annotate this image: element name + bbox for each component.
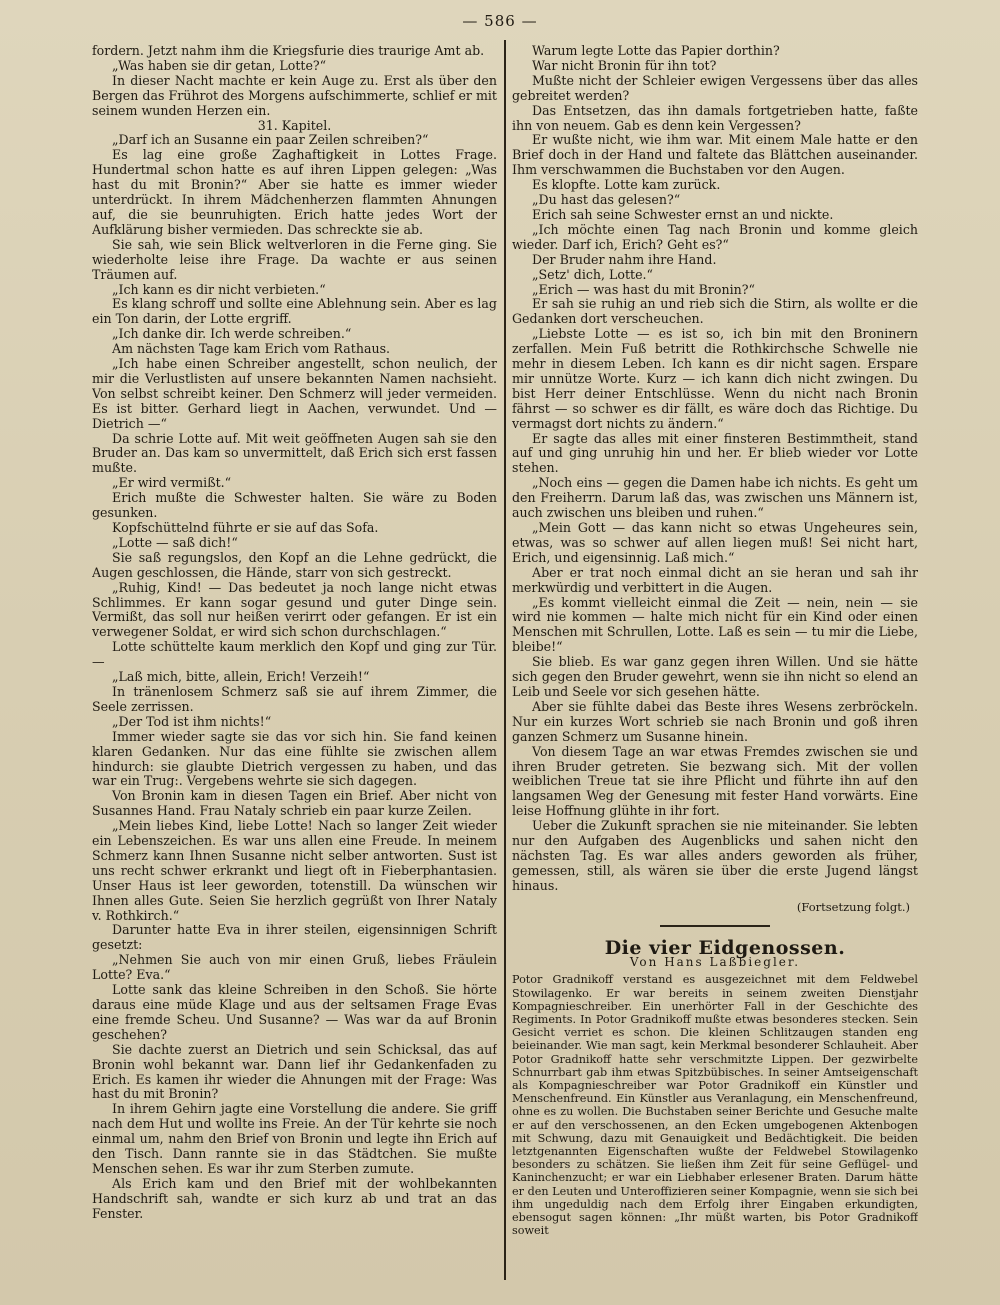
paragraph: „Es kommt vielleicht einmal die Zeit — nein, nein — sie wird nie kommen — halte mich nicht für ein Kind oder einen Menschen mit Schrullen, Lotte. Laß es sein — tu mir die Liebe, bleibe!“	[512, 594, 918, 655]
paragraph: Aber sie fühlte dabei das Beste ihres Wesens zerbröckeln. Nur ein kurzes Wort schrieb sie nach Bronin und goß ihren ganzen Schmerz um Susanne hinein.	[512, 698, 918, 744]
paragraph: „Was haben sie dir getan, Lotte?“	[112, 57, 327, 73]
paragraph: Als Erich kam und den Brief mit der wohlbekannten Handschrift sah, wandte er sich kurz ab und trat an das Fenster.	[92, 1175, 497, 1221]
paragraph: „Darf ich an Susanne ein paar Zeilen schreiben?“	[112, 132, 429, 148]
paragraph: „Setz' dich, Lotte.“	[532, 266, 653, 282]
novel-continuation	[512, 44, 918, 894]
chapter-heading: 31. Kapitel.	[257, 117, 332, 133]
paragraph: Mußte nicht der Schleier ewigen Vergessens über das alles gebreitet werden?	[512, 72, 918, 103]
paragraph: Von diesem Tage an war etwas Fremdes zwischen sie und ihren Bruder getreten. Sie bezwang sich. Mit der vollen weiblichen Treue tat sie ihre Pflicht und führte ihn auf den langsamen Weg der Genesung mit fester Hand vorwärts. Eine leise Hoffnung glühte in ihr fort.	[512, 743, 918, 819]
paragraph: Immer wieder sagte sie das vor sich hin. Sie fand keinen klaren Gedanken. Nur das eine fühlte sie zwischen allem hindurch: sie glaubte Dietrich vergessen zu haben, und das war ein Trug:. Vergebens wehrte sie sich dagegen.	[92, 728, 497, 789]
story-text: Potor Gradnikoff verstand es ausgezeichnet mit dem Feldwebel Stowilagenko. Er war bereits in seinem zweiten Dienstjahr Kompagnieschreiber. Ein unerhörter Fall in der Geschichte des Regiments. In Potor Gradnikoff mußte etwas besonderes stecken. Sein Gesicht verriet es schon. Die kleinen Schlitzaugen standen eng beieinander. Wie man sagt, kein Merkmal besonderer Schlauheit. Aber Potor Gradnikoff hatte sehr verschmitzte Lippen. Der gezwirbelte Schnurrbart gab ihm etwas Spitzbübisches. In seiner Amtseigenschaft als Kompagnieschreiber war Potor Gradnikoff ein Künstler und Menschenfreund. Ein Künstler aus Veranlagung, ein Menschenfreund, ohne es zu wollen. Die Buchstaben seiner Berichte und Gesuche malte er auf den verschossenen, an den Ecken umgebogenen Aktenbogen mit Schwung, dazu mit Genauigkeit und Bedächtigkeit. Die beiden letztgenannten Eigenschaften wußte der Feldwebel Stowilagenko besonders zu schätzen. Sie ließen ihm Zeit für seine Geflügel- und Kaninchenzucht; er war ein Liebhaber erlesener Braten. Darum hätte er den Leuten und Unteroffizieren seiner Kompagnie, wenn sie sich bei ihm ungeduldig nach dem Erfolg ihrer Eingaben erkundigten, ebensogut sagen können: „Ihr müßt warten, bis Potor Gradnikoff soweit	[512, 973, 918, 1238]
paragraph: Er sagte das alles mit einer finsteren Bestimmtheit, stand auf und ging unruhig hin und her. Er blieb wieder vor Lotte stehen.	[512, 430, 918, 476]
paragraph: Ueber die Zukunft sprachen sie nie miteinander. Sie lebten nur den Aufgaben des Augenblicks und sahen nicht den nächsten Tag. Es war alles anders geworden als früher, gemessen, still, als wären sie über die erste Jugend längst hinaus.	[512, 818, 918, 893]
paragraph: Das Entsetzen, das ihn damals fortgetrieben hatte, faßte ihn von neuem. Gab es denn kein Vergessen?	[512, 102, 918, 133]
story-byline: Von Hans Laßbiegler.	[629, 955, 801, 970]
right-column	[512, 44, 918, 1294]
paragraph: Es klopfte. Lotte kam zurück.	[532, 177, 721, 193]
continuation-note: (Fortsetzung folgt.)	[796, 899, 910, 914]
paragraph: „Nehmen Sie auch von mir einen Gruß, liebes Fräulein Lotte? Eva.“	[92, 952, 497, 983]
paragraph: „Erich — was hast du mit Bronin?“	[532, 281, 755, 297]
paragraph: War nicht Bronin für ihn tot?	[532, 57, 717, 73]
page-number: — 586 —	[462, 12, 538, 30]
paragraph: Er sah sie ruhig an und rieb sich die Stirn, als wollte er die Gedanken dort verscheuchen.	[512, 296, 918, 327]
paragraph: „Mein liebes Kind, liebe Lotte! Nach so langer Zeit wieder ein Lebenszeichen. Es war uns allen eine Freude. In meinem Schmerz kann Ihnen Susanne nicht selber antworten. Sust ist uns recht schwer erkrankt und liegt oft in Fieberphantasien. Unser Haus ist leer geworden, totenstill. Da wünschen wir Ihnen alles Gute. Seien Sie herzlich gegrüßt von Ihrer Nataly v. Rothkirch.“	[92, 818, 497, 923]
paragraph: „Ich habe einen Schreiber angestellt, schon neulich, der mir die Verlustlisten auf unsere bekannten Namen nachsieht. Von selbst schreibt keiner. Den Schmerz will jeder vermeiden. Es ist bitter. Gerhard liegt in Aachen, verwundet. Und — Dietrich —“	[92, 356, 497, 431]
paragraph: „Laß mich, bitte, allein, Erich! Verzeih!“	[112, 669, 370, 685]
paragraph: Am nächsten Tage kam Erich vom Rathaus.	[112, 341, 391, 357]
section-separator	[660, 925, 770, 927]
paragraph: In ihrem Gehirn jagte eine Vorstellung die andere. Sie griff nach dem Hut und wollte ins Freie. An der Tür kehrte sie noch einmal um, nahm den Brief von Bronin und legte ihn Erich auf den Tisch. Dann rannte sie in das Städtchen. Sie mußte Menschen sehen. Es war ihr zum Sterben zumute.	[92, 1101, 497, 1176]
paragraph: Lotte schüttelte kaum merklich den Kopf und ging zur Tür. —	[92, 639, 497, 670]
paragraph: In dieser Nacht machte er kein Auge zu. Erst als über den Bergen das Frührot des Morgens aufschimmerte, schlief er mit seinem wunden Herzen ein.	[92, 72, 497, 118]
paragraph: Lotte sank das kleine Schreiben in den Schoß. Sie hörte daraus eine müde Klage und aus der seltsamen Frage Evas eine fremde Scheu. Und Susanne? — Was war da auf Bronin geschehen?	[92, 982, 497, 1042]
paragraph: „Er wird vermißt.“	[112, 475, 232, 491]
paragraph: „Lotte — saß dich!“	[112, 534, 238, 550]
paragraph: Er wußte nicht, wie ihm war. Mit einem Male hatte er den Brief doch in der Hand und faltete das Blättchen auseinander. Ihm verschwammen die Buchstaben vor den Augen.	[512, 132, 918, 178]
paragraph: Aber er trat noch einmal dicht an sie heran und sah ihr merkwürdig und verbittert in die Augen.	[512, 564, 918, 595]
left-column	[92, 44, 497, 1294]
paragraph: „Ich kann es dir nicht verbieten.“	[112, 281, 326, 297]
paragraph: „Ich möchte einen Tag nach Bronin und komme gleich wieder. Darf ich, Erich? Geht es?“	[512, 221, 918, 252]
paragraph: Sie sah, wie sein Blick weltverloren in die Ferne ging. Sie wiederholte leise ihre Frage. Da wachte er aus seinen Träumen auf.	[92, 236, 497, 282]
paragraph: In tränenlosem Schmerz saß sie auf ihrem Zimmer, die Seele zerrissen.	[92, 683, 497, 714]
column-divider	[504, 40, 506, 1280]
paragraph: „Liebste Lotte — es ist so, ich bin mit den Broninern zerfallen. Mein Fuß betritt die Rothkirchsche Schwelle nie mehr in diesem Leben. Ich kann es dir nicht sagen. Erspare mir unnütze Worte. Kurz — ich kann dich nicht zwingen. Du bist Herr deiner Entschlüsse. Wenn du nicht nach Bronin fährst — so schwer es dir fällt, es wäre doch das Richtige. Du vermagst dort nichts zu ändern.“	[512, 326, 918, 431]
paragraph: Es lag eine große Zaghaftigkeit in Lottes Frage. Hundertmal schon hatte es auf ihren Lippen gelegen: „Was hast du mit Bronin?“ Aber sie hatte es immer wieder unterdrückt. In ihrem Mädchenherzen flammten Ahnungen auf, die sie beunruhigten. Erich hatte jedes Wort der Aufklärung bisher vermieden. Das schreckte sie ab.	[92, 147, 497, 237]
paragraph: „Der Tod ist ihm nichts!“	[112, 713, 272, 729]
paragraph: Erich sah seine Schwester ernst an und nickte.	[532, 206, 834, 222]
paragraph: Warum legte Lotte das Papier dorthin?	[532, 44, 780, 58]
paragraph: Darunter hatte Eva in ihrer steilen, eigensinnigen Schrift gesetzt:	[92, 922, 497, 953]
paragraph: „Du hast das gelesen?“	[532, 192, 681, 208]
paragraph: Es klang schroff und sollte eine Ablehnung sein. Aber es lag ein Ton darin, der Lotte ergriff.	[92, 296, 497, 327]
paragraph: Der Bruder nahm ihre Hand.	[532, 251, 717, 267]
paragraph: Da schrie Lotte auf. Mit weit geöffneten Augen sah sie den Bruder an. Das kam so unvermittelt, daß Erich sich erst fassen mußte.	[92, 430, 497, 476]
paragraph: „Ich danke dir. Ich werde schreiben.“	[112, 326, 352, 342]
paragraph: fordern. Jetzt nahm ihm die Kriegsfurie dies traurige Amt ab.	[92, 44, 485, 58]
paragraph: Sie blieb. Es war ganz gegen ihren Willen. Und sie hätte sich gegen den Bruder gewehrt, wenn sie ihn nicht so elend an Leib und Seele vor sich gesehen hätte.	[512, 654, 918, 699]
paragraph: Von Bronin kam in diesen Tagen ein Brief. Aber nicht von Susannes Hand. Frau Nataly schrieb ein paar kurze Zeilen.	[92, 788, 497, 819]
paragraph: „Mein Gott — das kann nicht so etwas Ungeheures sein, etwas, was so schwer auf allen liegen muß! Sei nicht hart, Erich, und eigensinnig. Laß mich.“	[512, 520, 918, 565]
paragraph: „Noch eins — gegen die Damen habe ich nichts. Es geht um den Freiherrn. Darum laß das, was zwischen uns Männern ist, auch zwischen uns bleiben und ruhen.“	[512, 475, 918, 521]
paragraph: Kopfschüttelnd führte er sie auf das Sofa.	[112, 520, 379, 535]
paragraph: Erich mußte die Schwester halten. Sie wäre zu Boden gesunken.	[92, 490, 497, 521]
paragraph: Sie dachte zuerst an Dietrich und sein Schicksal, das auf Bronin wohl bekannt war. Dann lief ihr Gedankenfaden zu Erich. Es kamen ihr wieder die Ahnungen mit der Frage: Was hast du mit Bronin?	[92, 1041, 497, 1102]
paragraph: „Ruhig, Kind! — Das bedeutet ja noch lange nicht etwas Schlimmes. Er kann sogar gesund und guter Dinge sein. Vermißt, das soll nur heißen verirrt oder gefangen. Er ist ein verwegener Soldat, er wird sich schon durchschlagen.“	[92, 579, 497, 640]
story-title: Die vier Eidgenossen.	[604, 936, 846, 959]
paragraph: Sie saß regungslos, den Kopf an die Lehne gedrückt, die Augen geschlossen, die Hände, starr von sich gestreckt.	[92, 549, 497, 580]
